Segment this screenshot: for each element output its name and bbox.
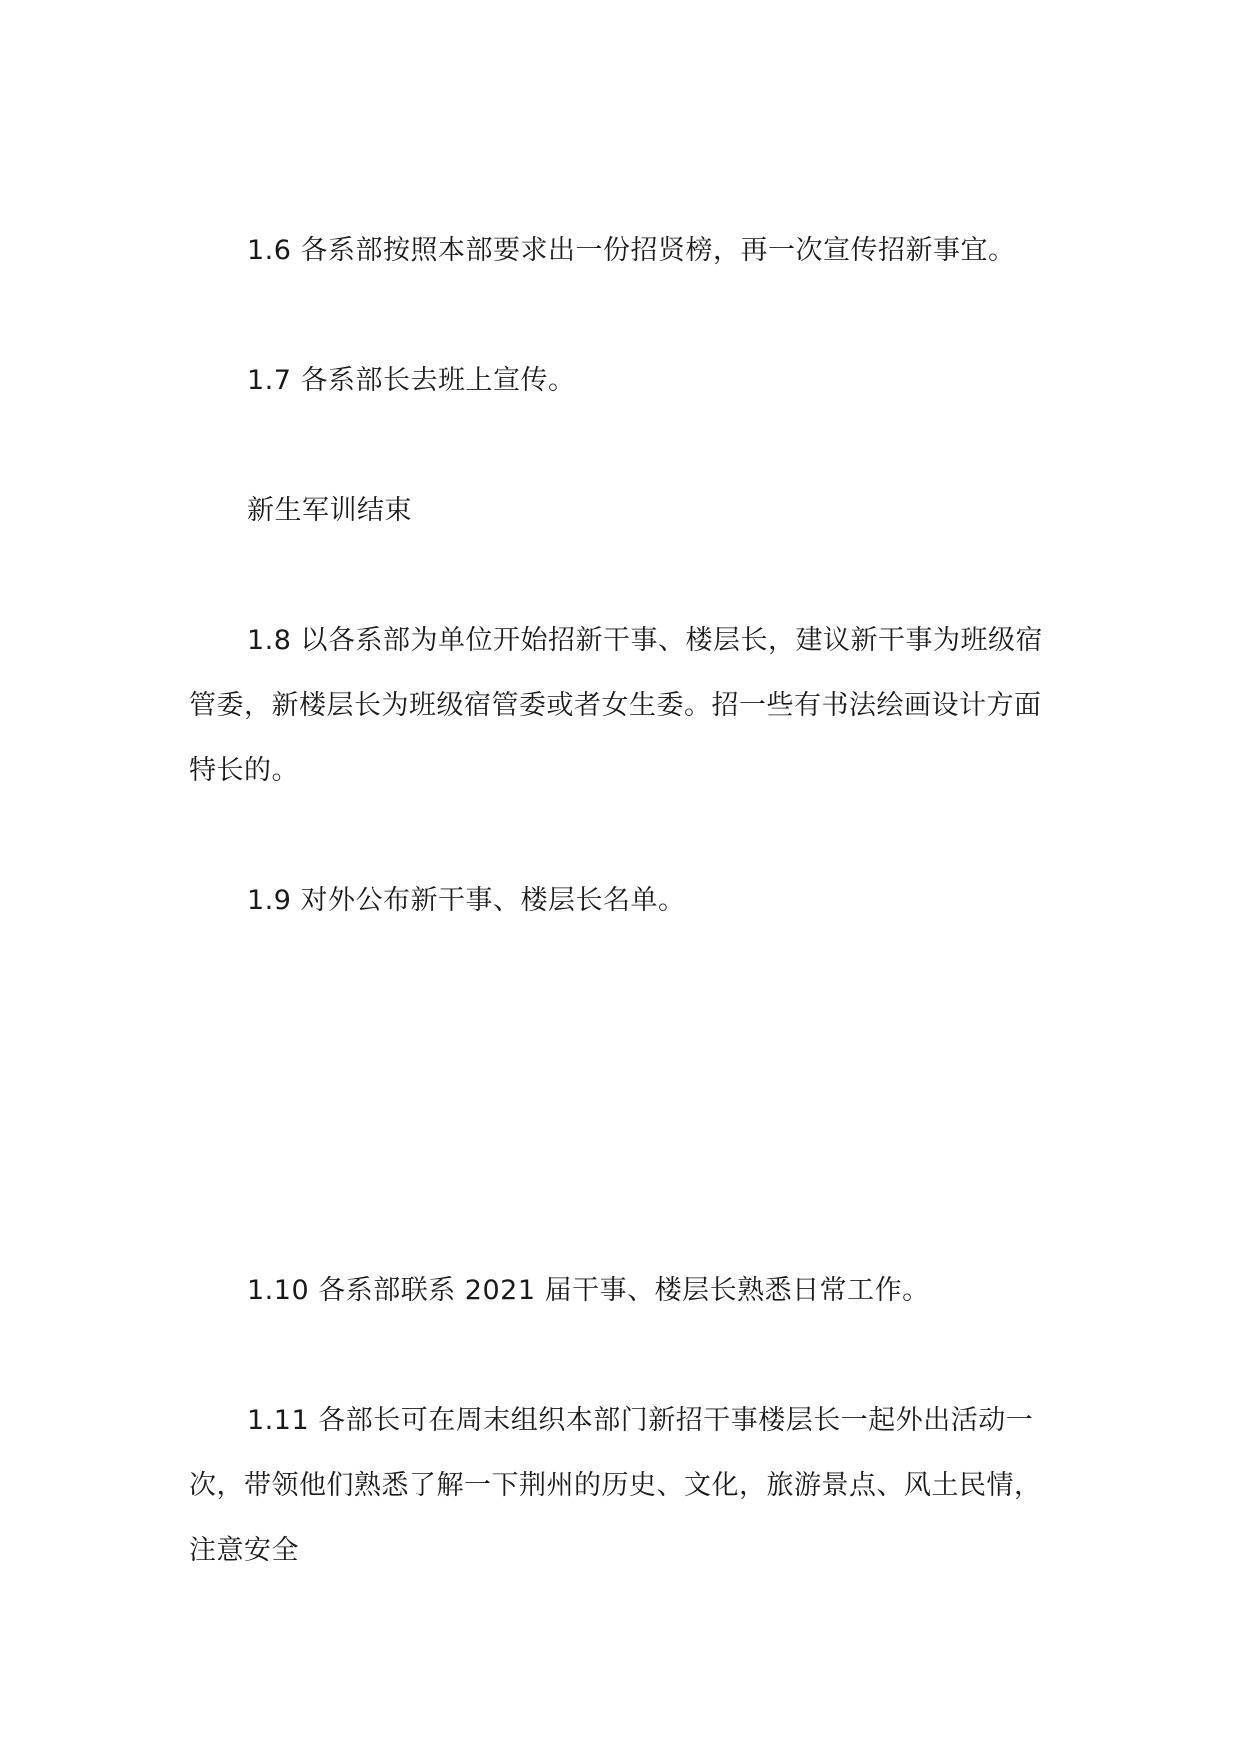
paragraph-1-8: 1.8 以各系部为单位开始招新干事、楼层长，建议新干事为班级宿管委，新楼层长为班级宿管委或者女生委。招一些有书法绘画设计方面特长的。 xyxy=(189,625,1044,786)
paragraph-1-9: 1.9 对外公布新干事、楼层长名单。 xyxy=(247,885,686,916)
paragraph-section-heading: 新生军训结束 xyxy=(247,495,412,526)
paragraph-1-7: 1.7 各系部长去班上宣传。 xyxy=(247,365,576,396)
paragraph-1-10: 1.10 各系部联系 2021 届干事、楼层长熟悉日常工作。 xyxy=(247,1275,930,1306)
paragraph-1-6: 1.6 各系部按照本部要求出一份招贤榜，再一次宣传招新事宜。 xyxy=(247,235,1016,266)
paragraph-1-11: 1.11 各部长可在周末组织本部门新招干事楼层长一起外出活动一次，带领他们熟悉了解一下荆州的历史、文化，旅游景点、风土民情，注意安全 xyxy=(189,1405,1042,1566)
